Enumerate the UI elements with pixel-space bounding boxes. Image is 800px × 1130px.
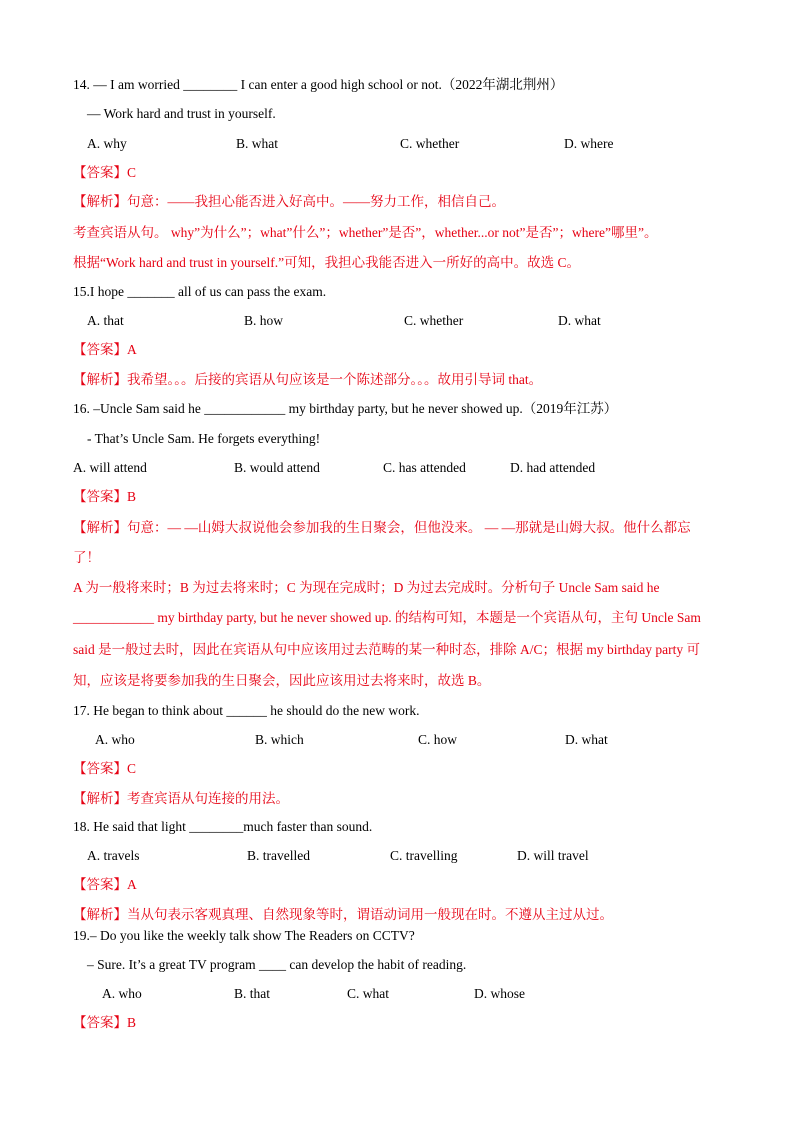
q16-option-c: C. has attended xyxy=(383,460,466,475)
q18-option-b: B. travelled xyxy=(247,848,310,863)
q16-analysis-6: 知，应该是将要参加我的生日聚会，因此应该用过去将来时，故选 B。 xyxy=(73,673,491,688)
q17-option-c: C. how xyxy=(418,732,458,747)
q14-analysis-1: 【解析】句意：——我担心能否进入好高中。——努力工作，相信自己。 xyxy=(73,194,505,209)
q14-reply: — Work hard and trust in yourself. xyxy=(87,106,276,121)
q17-option-a: A. who xyxy=(95,732,135,747)
q15-option-b: B. how xyxy=(244,313,284,328)
q17-option-b: B. which xyxy=(255,732,304,747)
q15-option-c: C. whether xyxy=(404,313,464,328)
q16-reply: - That’s Uncle Sam. He forgets everything! xyxy=(87,431,321,446)
q18-stem: 18. He said that light ________much faster than sound. xyxy=(73,819,373,834)
q19-option-a: A. who xyxy=(102,986,142,1001)
q15-stem: 15.I hope _______ all of us can pass the exam. xyxy=(73,284,327,299)
q14-option-a: A. why xyxy=(87,136,127,151)
q16-analysis-5: said 是一般过去时，因此在宾语从句中应该用过去范畴的某一种时态，排除 A/C；根据 my birthday party 可 xyxy=(73,642,700,657)
q16-option-d: D. had attended xyxy=(510,460,596,475)
q16-analysis-3: A 为一般将来时；B 为过去将来时；C 为现在完成时；D 为过去完成时。分析句子 Uncle Sam said he xyxy=(73,580,660,595)
q17-option-d: D. what xyxy=(565,732,608,747)
q16-analysis-4: ____________ my birthday party, but he never showed up. 的结构可知，本题是一个宾语从句，主句 Uncle Sam xyxy=(73,610,701,625)
q17-stem: 17. He began to think about ______ he should do the new work. xyxy=(73,703,420,718)
q18-option-d: D. will travel xyxy=(517,848,589,863)
q15-option-d: D. what xyxy=(558,313,601,328)
q15-answer: 【答案】A xyxy=(73,342,137,357)
q14-answer: 【答案】C xyxy=(73,165,137,180)
q16-option-a: A. will attend xyxy=(73,460,147,475)
q18-option-a: A. travels xyxy=(87,848,140,863)
q14-analysis-2: 考查宾语从句。 why”为什么”；what”什么”；whether”是否”，whether...or not”是否”；where”哪里”。 xyxy=(73,225,658,240)
q18-answer: 【答案】A xyxy=(73,877,137,892)
q14-option-b: B. what xyxy=(236,136,278,151)
q16-analysis-2: 了！ xyxy=(73,550,100,565)
q14-option-c: C. whether xyxy=(400,136,460,151)
q16-option-b: B. would attend xyxy=(234,460,320,475)
q14-analysis-3: 根据“Work hard and trust in yourself.”可知，我担心我能否进入一所好的高中。故选 C。 xyxy=(73,255,580,270)
q19-option-b: B. that xyxy=(234,986,270,1001)
q15-option-a: A. that xyxy=(87,313,124,328)
q18-option-c: C. travelling xyxy=(390,848,458,863)
q14-stem: 14. — I am worried ________ I can enter a good high school or not.（2022年湖北荆州） xyxy=(73,77,564,92)
q19-reply: – Sure. It’s a great TV program ____ can develop the habit of reading. xyxy=(87,957,467,972)
q14-option-d: D. where xyxy=(564,136,614,151)
q16-stem: 16. –Uncle Sam said he ____________ my birthday party, but he never showed up.（2019年江苏） xyxy=(73,401,618,416)
q19-answer: 【答案】B xyxy=(73,1015,137,1030)
q17-analysis-1: 【解析】考查宾语从句连接的用法。 xyxy=(73,791,289,806)
q19-stem: 19.– Do you like the weekly talk show The Readers on CCTV? xyxy=(73,928,415,943)
q16-answer: 【答案】B xyxy=(73,489,137,504)
q17-answer: 【答案】C xyxy=(73,761,137,776)
q15-analysis-1: 【解析】我希望。。。后接的宾语从句应该是一个陈述部分。。。故用引导词 that。 xyxy=(73,372,543,387)
q18-analysis-1: 【解析】当从句表示客观真理、自然现象等时，谓语动词用一般现在时。不遵从主过从过。 xyxy=(73,907,613,922)
q16-analysis-1: 【解析】句意：— —山姆大叔说他会参加我的生日聚会，但他没来。 — —那就是山姆大叔。他什么都忘 xyxy=(73,520,691,535)
q19-option-d: D. whose xyxy=(474,986,525,1001)
q19-option-c: C. what xyxy=(347,986,389,1001)
